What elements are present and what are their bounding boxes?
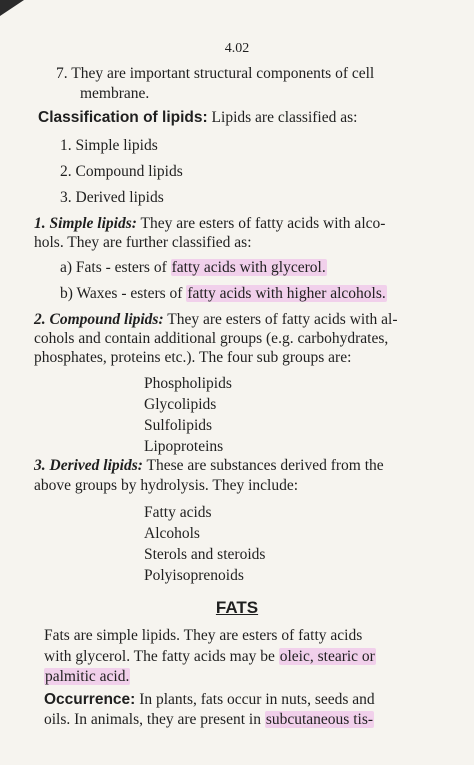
paragraph-text: These are substances derived from the xyxy=(146,457,384,474)
term-compound-lipids: 2. Compound lipids: xyxy=(34,311,164,328)
classification-item-2 xyxy=(60,162,183,182)
derived-lipids-line-2: above groups by hydrolysis. They include: xyxy=(34,477,299,494)
section-intro: Lipids are classified as: xyxy=(211,109,358,126)
fats-line-1: Fats are simple lipids. They are esters of fatty acids xyxy=(44,627,363,644)
list-label: Derived lipids xyxy=(75,189,164,206)
derived-lipids-paragraph xyxy=(34,456,384,476)
compound-lipids-line-2: cohols and contain additional groups (e.g. carbohydrates, xyxy=(34,330,389,347)
simple-lipids-line-2: hols. They are further classified as: xyxy=(34,234,252,251)
derived-item: Sterols and steroids xyxy=(144,546,266,563)
classification-item-1 xyxy=(60,136,158,156)
simple-lipids-paragraph xyxy=(34,214,385,234)
paragraph-text: They are esters of fatty acids with alco- xyxy=(140,215,386,232)
list-text: They are important structural components of cell xyxy=(71,65,375,82)
subitem-a-fats xyxy=(60,258,327,278)
list-number: 1. xyxy=(60,137,72,154)
derived-item: Polyisoprenoids xyxy=(144,567,244,584)
term-simple-lipids: 1. Simple lipids: xyxy=(34,215,137,232)
occurrence-paragraph xyxy=(44,690,375,710)
fats-line-3 xyxy=(44,667,130,687)
list-item-7-continued: membrane. xyxy=(80,85,150,102)
list-label: Simple lipids xyxy=(75,137,158,154)
highlighted-text: fatty acids with higher alcohols. xyxy=(187,285,386,302)
highlighted-text: palmitic acid. xyxy=(45,668,130,685)
paragraph-text: They are esters of fatty acids with al- xyxy=(167,311,398,328)
highlighted-text: subcutaneous tis- xyxy=(265,711,374,728)
list-number: 3. xyxy=(60,189,72,206)
term-derived-lipids: 3. Derived lipids: xyxy=(34,457,143,474)
highlighted-text: oleic, stearic or xyxy=(279,648,375,665)
subgroup-item: Glycolipids xyxy=(144,396,217,413)
paragraph-text: oils. In animals, they are present in xyxy=(44,711,261,728)
derived-item: Alcohols xyxy=(144,525,200,542)
fats-line-2 xyxy=(44,647,376,667)
subitem-prefix: a) xyxy=(60,259,73,276)
list-label: Compound lipids xyxy=(75,163,183,180)
occurrence-heading: Occurrence: xyxy=(44,691,136,708)
section-heading: Classification of lipids: xyxy=(38,109,208,126)
list-number: 2. xyxy=(60,163,72,180)
subitem-text: Fats - esters of xyxy=(75,259,167,276)
subgroup-item: Sulfolipids xyxy=(144,417,213,434)
subitem-text: Waxes - esters of xyxy=(76,285,183,302)
derived-item: Fatty acids xyxy=(144,504,212,521)
classification-item-3 xyxy=(60,188,164,208)
fats-heading: FATS xyxy=(215,598,259,617)
classification-paragraph xyxy=(38,108,357,128)
compound-lipids-paragraph xyxy=(34,310,398,330)
occurrence-line-2 xyxy=(44,710,374,730)
subgroup-item: Phospholipids xyxy=(144,375,232,392)
paragraph-text: with glycerol. The fatty acids may be xyxy=(44,648,275,665)
compound-lipids-line-3: phosphates, proteins etc.). The four sub groups are: xyxy=(34,349,352,366)
subgroup-item: Lipoproteins xyxy=(144,438,224,455)
page-number: 4.02 xyxy=(224,41,250,56)
list-number: 7. xyxy=(56,65,68,82)
subitem-prefix: b) xyxy=(60,285,73,302)
paragraph-text: In plants, fats occur in nuts, seeds and xyxy=(139,691,375,708)
subitem-b-waxes xyxy=(60,284,387,304)
list-item-7 xyxy=(56,64,374,84)
highlighted-text: fatty acids with glycerol. xyxy=(171,259,326,276)
page-corner-shadow xyxy=(0,0,24,16)
